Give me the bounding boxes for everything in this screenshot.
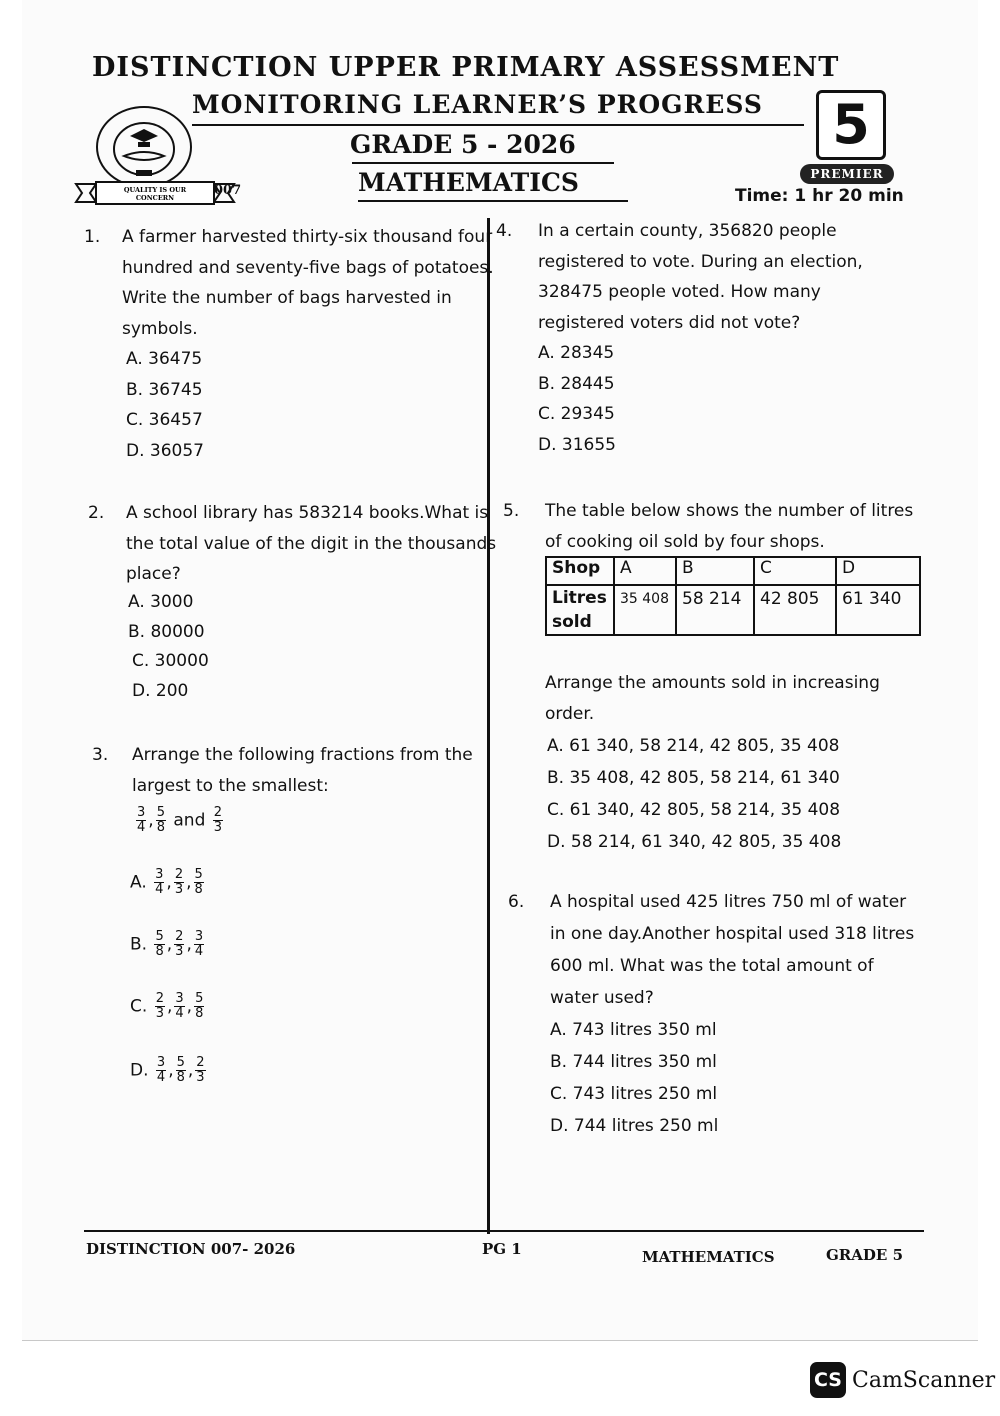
- subtitle: MONITORING LEARNER’S PROGRESS: [192, 90, 763, 119]
- question-number: 2.: [88, 503, 105, 523]
- question-text-line: Arrange the amounts sold in increasing: [545, 673, 880, 693]
- row-label-line: sold: [552, 612, 592, 632]
- option-c: C. 29345: [538, 404, 615, 424]
- question-number: 3.: [92, 745, 109, 765]
- question-number: 5.: [503, 501, 520, 521]
- option-d: D. 200: [132, 680, 189, 701]
- footer-grade: GRADE 5: [826, 1246, 904, 1264]
- question-number: 4.: [496, 221, 513, 241]
- question-text-line: A school library has 583214 books.What is: [126, 503, 489, 523]
- option-a: A. 36475: [126, 349, 203, 369]
- option-a: A. 28345: [538, 343, 615, 363]
- question-text-line: order.: [545, 703, 595, 724]
- camscanner-label: CamScanner: [852, 1368, 996, 1393]
- question-number: 1.: [84, 227, 101, 247]
- option-a: A. 3000: [128, 592, 194, 612]
- option-c: C. 36457: [126, 410, 203, 430]
- question-text-line: The table below shows the number of litres: [545, 501, 914, 521]
- question-text-line: registered voters did not vote?: [538, 312, 801, 333]
- option-b: B. 80000: [128, 621, 205, 642]
- fraction-3-4: $\frac{3}{4}$: [137, 805, 146, 835]
- option-d: D. 36057: [126, 440, 204, 461]
- question-text-line: largest to the smallest:: [132, 775, 329, 796]
- option-b: B. $\frac{5}{8}$ , $\frac{2}{3}$ , $\frac{3}{4}$: [130, 929, 204, 959]
- question-text-line: hundred and seventy-five bags of potatoes.: [122, 257, 494, 278]
- footer-rule: [84, 1230, 924, 1232]
- option-b: B. 28445: [538, 373, 615, 394]
- publisher-seal-logo: [94, 104, 194, 190]
- subtitle-underline: [192, 124, 804, 126]
- option-a: A. $\frac{3}{4}$ , $\frac{2}{3}$ , $\frac{5}{8}$: [130, 867, 203, 897]
- grade-box: 5: [816, 90, 886, 160]
- svg-text:CONCERN: CONCERN: [135, 194, 175, 202]
- and-word: and: [173, 810, 206, 831]
- option-d: D. 58 214, 61 340, 42 805, 35 408: [547, 832, 842, 852]
- option-c: C. $\frac{2}{3}$ , $\frac{3}{4}$ , $\frac{5}{8}$: [130, 991, 204, 1021]
- table-header-cell: D: [836, 557, 920, 585]
- question-text-line: of cooking oil sold by four shops.: [545, 531, 825, 552]
- fractions-given: $\frac{3}{4}$ , $\frac{5}{8}$ and $\frac{2}{3}$: [137, 805, 223, 835]
- table-row: [546, 585, 920, 635]
- option-c: C. 743 litres 250 ml: [550, 1084, 718, 1104]
- fraction-5-8: $\frac{5}{8}$: [156, 805, 165, 835]
- table-header-cell: B: [676, 557, 754, 585]
- row-label-line: Litres: [552, 588, 607, 608]
- table-cell: 35 408: [614, 585, 676, 635]
- option-a: A. 61 340, 58 214, 42 805, 35 408: [547, 736, 840, 756]
- question-5-instruction: [545, 668, 880, 729]
- option-c: C. 30000: [132, 651, 209, 671]
- option-c: C. 61 340, 42 805, 58 214, 35 408: [547, 800, 841, 820]
- question-text-line: 600 ml. What was the total amount of: [550, 956, 874, 976]
- option-d: D. 744 litres 250 ml: [550, 1116, 719, 1136]
- paper-code: 007: [214, 183, 242, 198]
- question-text-line: symbols.: [122, 318, 198, 339]
- question-text-line: registered to vote. During an election,: [538, 251, 863, 272]
- table-cell: 58 214: [676, 585, 754, 635]
- premier-badge: PREMIER: [800, 164, 894, 184]
- option-letter: B.: [130, 934, 148, 955]
- option-letter: D.: [130, 1060, 149, 1081]
- footer-subject: MATHEMATICS: [642, 1248, 775, 1266]
- table-header-cell: Shop: [546, 557, 614, 585]
- question-text-line: water used?: [550, 988, 654, 1008]
- table-cell: 42 805: [754, 585, 836, 635]
- time-allowed: Time: 1 hr 20 min: [735, 186, 904, 206]
- option-b: B. 36745: [126, 379, 203, 400]
- question-text-line: Write the number of bags harvested in: [122, 288, 452, 308]
- fraction-2-3: $\frac{2}{3}$: [213, 805, 223, 835]
- question-text-line: In a certain county, 356820 people: [538, 221, 837, 241]
- option-letter: C.: [130, 996, 148, 1017]
- option-b: B. 744 litres 350 ml: [550, 1052, 717, 1072]
- subject-title: MATHEMATICS: [358, 168, 579, 197]
- question-number: 6.: [508, 892, 525, 912]
- question-5-options: [547, 730, 841, 858]
- question-text-line: A hospital used 425 litres 750 ml of water: [550, 892, 907, 912]
- table-header-cell: C: [754, 557, 836, 585]
- oil-sales-table: [545, 556, 921, 636]
- question-text-line: A farmer harvested thirty-six thousand four: [122, 227, 493, 247]
- option-d: D. 31655: [538, 434, 616, 455]
- subject-underline: [358, 200, 628, 202]
- svg-text:QUALITY IS OUR: QUALITY IS OUR: [123, 186, 187, 194]
- option-a: A. 743 litres 350 ml: [550, 1020, 717, 1040]
- question-text-line: Arrange the following fractions from the: [132, 745, 473, 765]
- footer-code: DISTINCTION 007- 2026: [86, 1240, 296, 1258]
- question-text-line: place?: [126, 564, 181, 584]
- option-letter: A.: [130, 872, 147, 893]
- table-header-cell: A: [614, 557, 676, 585]
- motto-banner: [74, 180, 236, 206]
- assessment-title: DISTINCTION UPPER PRIMARY ASSESSMENT: [92, 52, 840, 83]
- camscanner-logo-icon: CS: [810, 1362, 846, 1398]
- option-d: D. $\frac{3}{4}$ , $\frac{5}{8}$ , $\frac{2}{3}$: [130, 1055, 205, 1085]
- grade-year: GRADE 5 - 2026: [350, 130, 576, 159]
- question-text-line: the total value of the digit in the thousands: [126, 533, 497, 554]
- question-text-line: 328475 people voted. How many: [538, 282, 821, 302]
- question-text-line: in one day.Another hospital used 318 litres: [550, 924, 915, 944]
- grade-underline: [352, 162, 614, 164]
- page-number: PG 1: [482, 1240, 522, 1258]
- table-cell: 61 340: [836, 585, 920, 635]
- table-header-row: [546, 557, 920, 585]
- option-b: B. 35 408, 42 805, 58 214, 61 340: [547, 768, 840, 788]
- row-label: [546, 585, 614, 635]
